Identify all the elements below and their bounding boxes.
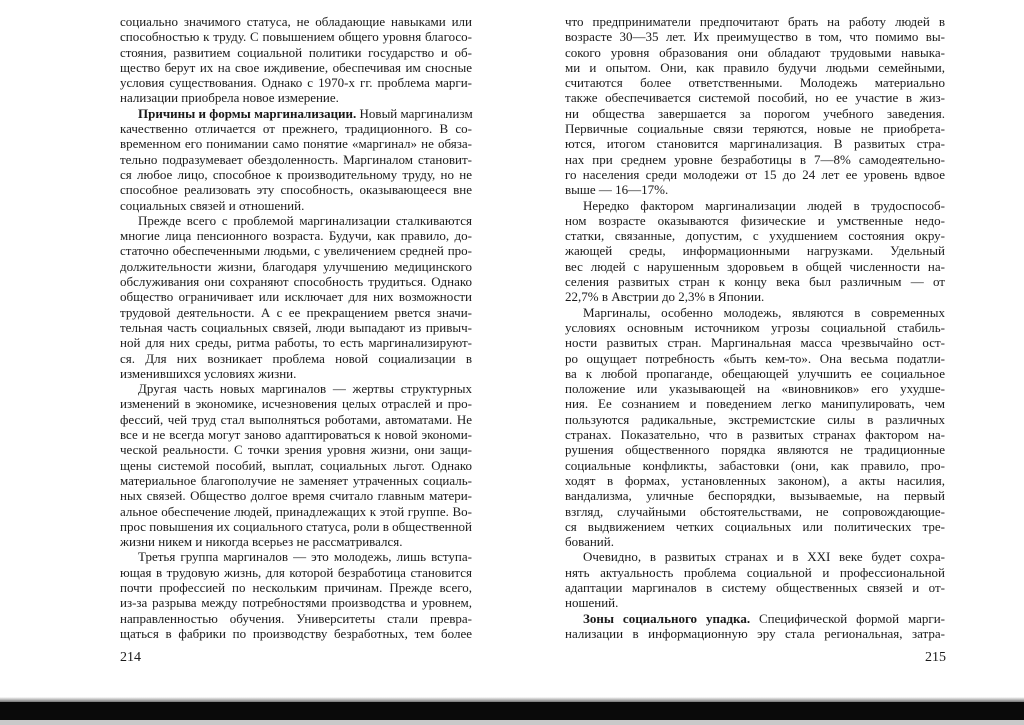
text-line: возрасте 30—35 лет. Их преимущество в том, что помимо вы- (565, 29, 945, 45)
text-line: вес людей с нарушенным здоровьем в общей численности на- (565, 258, 945, 274)
text-line: ния. Ее сознанием и поведением легко манипулировать, чем (565, 396, 945, 412)
scan-edge-black-bar (0, 702, 1024, 720)
text-line: статки, связанные, допустим, с ухудшением состояния окру- (565, 228, 945, 244)
text-line: способное реализовать эту способность, оказывающееся вне (120, 182, 472, 198)
text-line: пользуются радикальные, экстремистские силы в различных (565, 411, 945, 427)
text-line: жизни никем и никогда всерьез не рассматривался. (120, 534, 403, 550)
paragraph (565, 198, 945, 305)
text-line: адаптации маргиналов в систему общественных связей и от- (565, 579, 945, 595)
paragraph-heading: Причины и формы маргинализации. (138, 105, 357, 121)
text-line: щество берут их на свое иждивение, обеспечивая им сносные (120, 59, 472, 75)
line-text: Специфической формой марги- (750, 610, 945, 626)
paragraph (565, 14, 945, 198)
text-line: Очевидно, в развитых странах и в XXI веке будет сохра- (583, 549, 945, 565)
text-line: рушения общественного порядка являются не традиционные (565, 442, 945, 458)
paragraph (120, 381, 472, 549)
text-line: ной для них среды, ритма работы, то есть маргинализируют- (120, 335, 472, 351)
text-line: тельная часть социальных связей, люди выпадают из привыч- (120, 319, 472, 335)
text-line: Третья группа маргиналов — это молодежь, лишь вступа- (138, 549, 472, 565)
text-line: должительности жизни, благодаря улучшению медицинского (120, 258, 472, 274)
text-line: трудовой деятельности. А с ее прекращением рвется значи- (120, 304, 472, 320)
text-line: го населения среди молодежи от 15 до 24 лет ее уровень вдвое (565, 166, 945, 182)
scan-edge-gray-strip (0, 720, 1024, 725)
text-line: Другая часть новых маргиналов — жертвы структурных (138, 381, 472, 397)
text-line: обслуживания они сохраняют способность трудиться. Однако (120, 274, 472, 290)
text-line: положение или указывающей на «виновников» его ухудше- (565, 381, 945, 397)
right-page-text (565, 14, 945, 641)
text-line: направленностью обучения. Университеты стали превра- (120, 610, 472, 626)
text-line: нах при среднем уровне безработицы в 7—8% самодеятельно- (565, 151, 945, 167)
page-number-left: 214 (120, 650, 141, 665)
page-number-right: 215 (925, 650, 946, 665)
text-line: социальных связей и отношений. (120, 197, 305, 213)
text-line: ся. Для них возникает проблема новой социализации в (120, 350, 472, 366)
text-line: качественно отличается от прежнего, традиционного. В со- (120, 121, 472, 137)
text-line: изменений в экономике, исчезновения целых отраслей и про- (120, 396, 472, 412)
text-line (120, 106, 472, 121)
text-line: материальное благополучие не заменяет утраченных социаль- (120, 472, 472, 488)
text-line: многие лица пенсионного возраста. Будучи, как правило, до- (120, 228, 472, 244)
text-line: изменившихся условиях жизни. (120, 365, 297, 381)
text-line: ности развитых стран. Маргинальная масса чрезвычайно ост- (565, 335, 945, 351)
text-line: ющая в трудовую жизнь, для которой безработица становится (120, 564, 472, 580)
text-line: нять актуальность проблема социальной и профессиональной (565, 564, 945, 580)
text-line: почти профессией по нескольким причинам. Прежде всего, (120, 579, 472, 595)
text-line: временном его понимании само понятие «маргинал» не обяза- (120, 136, 472, 152)
text-line: нализации приобрела новое измерение. (120, 90, 339, 106)
paragraph (565, 611, 945, 642)
text-line: ся любое лицо, способное к производительному труду, но не (120, 166, 472, 182)
text-line: щаться в фабрики по производству безработных, тем более (120, 625, 472, 641)
text-line: ми и опытом. Они, как правило будучи людьми семейными, (565, 59, 945, 75)
text-line: ются, итогом становится маргинализация. В развитых стра- (565, 136, 945, 152)
paragraph (120, 14, 472, 106)
text-line: фессий, чей труд стал выполняться роботами, автоматами. Не (120, 411, 472, 427)
text-line: прос повышения их социального статуса, роли в общественной (120, 518, 472, 534)
text-line: взгляд, случайными обстоятельствами, не сопровождающие- (565, 503, 945, 519)
text-line: вандализма, уличные беспорядки, вызываемые, на первый (565, 488, 945, 504)
paragraph-heading: Зоны социального упадка. (583, 610, 751, 626)
text-line: жающей среды, информационными нагрузками. Удельный (565, 243, 945, 259)
text-line: сокого уровня образования они обладают трудовыми навыка- (565, 44, 945, 60)
paragraph (565, 549, 945, 610)
text-line: бований. (565, 534, 614, 550)
text-line: Прежде всего с проблемой маргинализации сталкиваются (138, 212, 472, 228)
text-line (565, 611, 945, 626)
paragraph (120, 106, 472, 213)
line-text: Новый маргинализм (356, 105, 473, 121)
text-line: условиях основным источником угрозы социальной стабиль- (565, 319, 945, 335)
text-line: считаются более ответственными. Молодежь материально (565, 75, 945, 91)
text-line: все и не всегда могут заново адаптироваться к новой экономи- (120, 427, 472, 443)
text-line: статочно обеспеченными людьми, с увеличением средней про- (120, 243, 472, 259)
text-line: что предприниматели предпочитают брать на работу людей в (565, 14, 945, 29)
text-line: общество ограничивает или исключает для них возможности (120, 289, 472, 305)
left-page-text (120, 14, 472, 641)
paragraph (565, 305, 945, 550)
text-line: ро ощущает потребность «быть кем-то». Она весьма податли- (565, 350, 945, 366)
text-line: социальные конфликты, забастовки (они, как правило, про- (565, 457, 945, 473)
text-line: ческой реальности. С точки зрения уровня жизни, они защи- (120, 442, 472, 458)
text-line: ни общества завершается за порогом учебного заведения. (565, 105, 945, 121)
text-line: ходят в формах, установленных законом), а акты насилия, (565, 472, 945, 488)
text-line: странах. Показательно, что в развитых странах фактором на- (565, 427, 945, 443)
text-line: стояния, развитием социальной политики государство и об- (120, 44, 472, 60)
text-line: из-за разрыва между потребностями производства и уровнем, (120, 595, 472, 611)
paragraph (120, 213, 472, 381)
text-line: социально значимого статуса, не обладающие навыками или (120, 14, 472, 29)
text-line: ся выдвижением четких социальных или политических тре- (565, 518, 945, 534)
text-line: альное обеспечение людей, принадлежащих к этой группе. Во- (120, 503, 472, 519)
text-line: ношений. (565, 595, 619, 611)
text-line: также обеспечивается системой пособий, но ее участие в жиз- (565, 90, 945, 106)
text-line: ном возрасте оказываются физические и умственные недо- (565, 212, 945, 228)
text-line: выше — 16—17%. (565, 182, 669, 198)
paragraph (120, 549, 472, 641)
text-line: Маргиналы, особенно молодежь, являются в современных (583, 304, 945, 320)
text-line: способностью к труду. С повышением общего уровня благосо- (120, 29, 472, 45)
text-line: нализации в информационную эру стала региональная, затра- (565, 625, 945, 641)
text-line: ва к любой пропаганде, обещающей улучшить ее социальное (565, 365, 945, 381)
text-line: тельно подразумевает обездоленность. Маргиналом становит- (120, 151, 472, 167)
text-line: ных связей. Общество долгое время считало главным матери- (120, 488, 472, 504)
text-line: условия существования. Однако с 1970-х гг. проблема марги- (120, 75, 472, 91)
text-line: щены системой пособий, выплат, социальных льгот. Однако (120, 457, 472, 473)
text-line: Первичные социальные связи теряются, новые не приобрета- (565, 121, 945, 137)
text-line: селения развитых стран к концу века был различным — от (565, 274, 945, 290)
text-line: Нередко фактором маргинализации людей в трудоспособ- (583, 197, 945, 213)
text-line: 22,7% в Австрии до 2,3% в Японии. (565, 289, 765, 305)
